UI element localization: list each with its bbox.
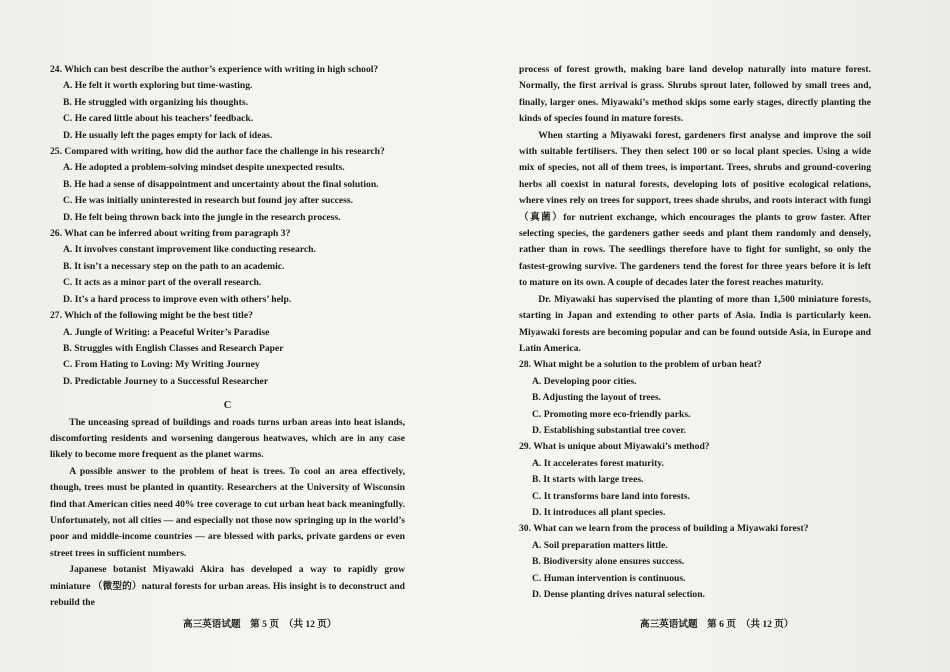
- option-a: A. Soil preparation matters little.: [532, 539, 668, 551]
- option-a: A. It accelerates forest maturity.: [532, 457, 664, 469]
- question-stem: 24. Which can best describe the author’s experience with writing in high school?: [50, 64, 379, 75]
- option-c: C. Human intervention is continuous.: [532, 572, 686, 584]
- question-24: [50, 62, 405, 144]
- option-d: D. It’s a hard process to improve even with others’ help.: [63, 293, 292, 305]
- option-d: D. Establishing substantial tree cover.: [532, 424, 687, 436]
- passage-paragraph: When starting a Miyawaki forest, gardeners first analyse and improve the soil with suitable fertilisers. They then select 100 or so local plant species. Using a wide mix of species, not all of them trees, is important. Trees, shrubs and ground-covering herbs all coexist in natural forests, developing lots of positive ecological relations, where vines rely on trees for support, trees shade shrubs, and roots interact with fungi（真菌）for nutrient exchange, which encourages the plants to grow faster. After selecting species, the gardeners gather seeds and plant them randomly and densely, rather than in rows. The seedlings therefore have to fight for sunlight, so only the fastest-growing survive. The gardeners tend the forest for three years before it is left to mature on its own. A couple of decades later the forest reaches maturity.: [519, 129, 871, 289]
- option-d: D. Dense planting drives natural selection.: [532, 589, 705, 600]
- passage-paragraph: Japanese botanist Miyawaki Akira has developed a way to rapidly grow miniature （微型的）natural forests for urban areas. His insight is to deconstruct and rebuild the: [50, 564, 405, 608]
- option-c: C. Promoting more eco-friendly parks.: [532, 408, 691, 420]
- option-b: B. He had a sense of disappointment and uncertainty about the final solution.: [63, 178, 379, 190]
- option-b: B. Biodiversity alone ensures success.: [532, 556, 685, 568]
- option-a: A. Developing poor cities.: [532, 375, 637, 387]
- passage-paragraph: The unceasing spread of buildings and roads turns urban areas into heat islands, discomforting residents and worsening dangerous heatwaves, which are in any case likely to become more frequent as the planet warms.: [50, 416, 405, 461]
- passage-paragraph: A possible answer to the problem of heat is trees. To cool an area effectively, though, trees must be planted in quantity. Researchers at the University of Wisconsin find that American cities need 40% tree coverage to cut urban heat back meaningfully. Unfortunately, not all cities — and especially not those now springing up in the world’s poor and middle-income countries — are blessed with parks, private gardens or even street trees in sufficient numbers.: [50, 465, 405, 559]
- section-heading: C: [223, 400, 232, 412]
- question-28: [519, 357, 871, 439]
- option-a: A. Jungle of Writing: a Peaceful Writer’s Paradise: [63, 326, 270, 338]
- option-c: C. From Hating to Loving: My Writing Journey: [63, 359, 260, 371]
- question-29: [519, 439, 871, 521]
- option-c: C. It acts as a minor part of the overall research.: [63, 277, 262, 289]
- page-footer-left: 高三英语试题 第 5 页 （共 12 页）: [183, 619, 337, 630]
- option-b: B. He struggled with organizing his thoughts.: [63, 96, 248, 108]
- option-d: D. He felt being thrown back into the jungle in the research process.: [63, 211, 341, 223]
- option-a: A. It involves constant improvement like conducting research.: [63, 244, 316, 256]
- question-27: [50, 308, 405, 390]
- question-stem: 29. What is unique about Miyawaki’s method?: [519, 441, 710, 453]
- option-a: A. He adopted a problem-solving mindset despite unexpected results.: [63, 162, 345, 174]
- question-stem: 26. What can be inferred about writing from paragraph 3?: [50, 228, 291, 240]
- option-b: B. It starts with large trees.: [532, 474, 644, 486]
- question-26: [50, 226, 405, 308]
- right-page: [519, 62, 871, 603]
- option-b: B. Struggles with English Classes and Research Paper: [63, 342, 284, 354]
- page-footer-right: 高三英语试题 第 6 页 （共 12 页）: [640, 619, 794, 630]
- left-page: [50, 62, 405, 611]
- option-a: A. He felt it worth exploring but time-wasting.: [63, 80, 253, 92]
- option-d: D. It introduces all plant species.: [532, 506, 666, 518]
- passage-paragraph: process of forest growth, making bare land develop naturally into mature forest. Normally, the first arrival is grass. Shrubs sprout later, followed by small trees and, finally, larger ones. Miyawaki’s method skips some early stages, directly planting the kinds of species found in mature forests.: [519, 64, 871, 125]
- question-stem: 30. What can we learn from the process of building a Miyawaki forest?: [519, 523, 809, 535]
- option-b: B. Adjusting the layout of trees.: [532, 392, 662, 404]
- option-c: C. He was initially uninterested in research but found joy after success.: [63, 195, 354, 207]
- option-d: D. He usually left the pages empty for lack of ideas.: [63, 129, 273, 141]
- option-d: D. Predictable Journey to a Successful Researcher: [63, 375, 269, 387]
- question-stem: 25. Compared with writing, how did the author face the challenge in his research?: [50, 146, 385, 158]
- option-c: C. It transforms bare land into forests.: [532, 490, 690, 502]
- option-c: C. He cared little about his teachers’ feedback.: [63, 113, 254, 125]
- passage-paragraph: Dr. Miyawaki has supervised the planting of more than 1,500 miniature forests, starting in Japan and extending to other parts of Asia. India is particularly keen. Miyawaki forests are becoming popular and can be found outside Asia, in Europe and Latin America.: [519, 293, 871, 354]
- option-b: B. It isn’t a necessary step on the path to an academic.: [63, 260, 285, 272]
- question-stem: 28. What might be a solution to the problem of urban heat?: [519, 359, 762, 371]
- question-30: [519, 521, 871, 603]
- question-stem: 27. Which of the following might be the best title?: [50, 310, 253, 322]
- question-25: [50, 144, 405, 226]
